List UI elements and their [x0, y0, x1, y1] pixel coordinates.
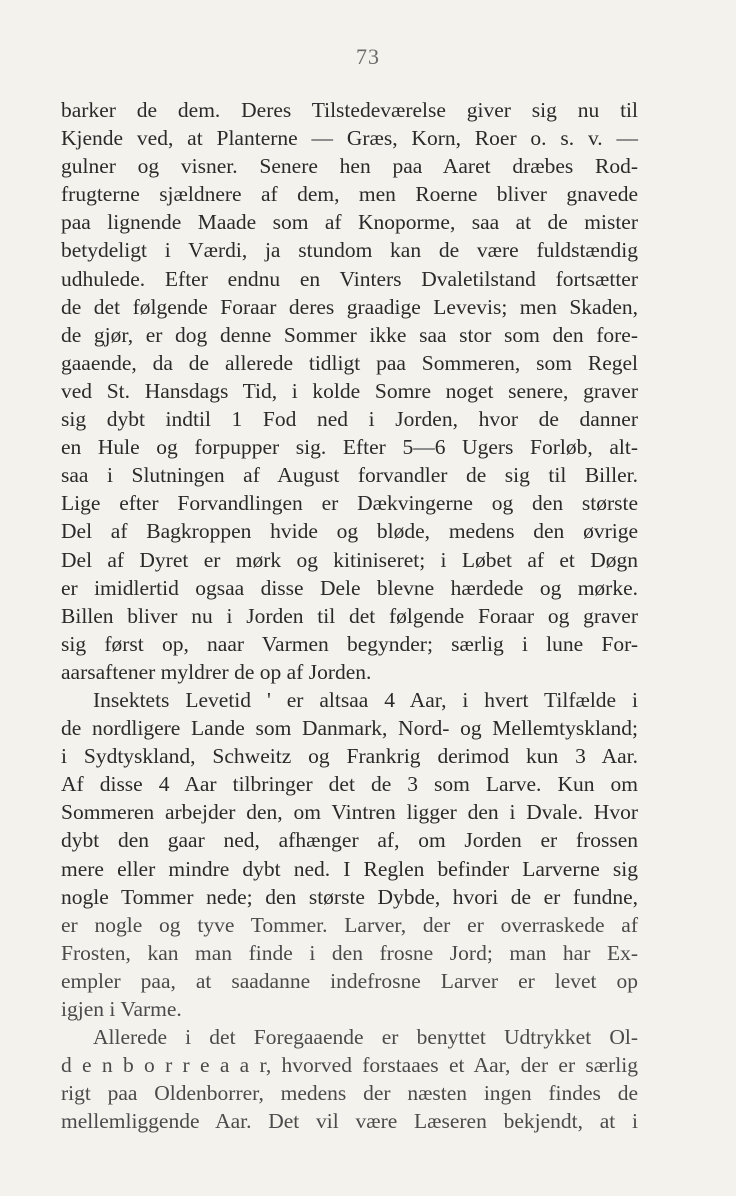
text-line: barker de dem. Deres Tilstedeværelse giver sig nu til: [61, 98, 638, 122]
text-line: sig dybt indtil 1 Fod ned i Jorden, hvor de danner: [61, 407, 638, 432]
text-line: gaaende, da de allerede tidligt paa Sommeren, som Regel: [61, 350, 638, 375]
text-line: igjen i Varme.: [61, 997, 182, 1021]
text-line: Del af Bagkroppen hvide og bløde, medens den øvrige: [61, 519, 638, 544]
text-line: d e n b o r r e a a r, hvorved forstaaes et Aar, der er særlig: [61, 1053, 638, 1078]
text-line: betydeligt i Værdi, ja stundom kan de være fuldstændig: [61, 238, 638, 263]
text-line: mellemliggende Aar. Det vil være Læseren bekjendt, at i: [61, 1109, 638, 1134]
text-line: Lige efter Forvandlingen er Dækvingerne og den største: [61, 491, 638, 516]
text-line: ved St. Hansdags Tid, i kolde Somre noget senere, graver: [61, 378, 638, 403]
text-line: Billen bliver nu i Jorden til det følgende Foraar og graver: [61, 603, 638, 628]
text-line: Frosten, kan man finde i den frosne Jord; man har Ex-: [61, 940, 638, 965]
text-line: er imidlertid ogsaa disse Dele blevne hærdede og mørke.: [61, 575, 638, 600]
text-line: Sommeren arbejder den, om Vintren ligger den i Dvale. Hvor: [61, 800, 638, 825]
text-line: er nogle og tyve Tommer. Larver, der er overraskede af: [61, 912, 638, 937]
body-text: [61, 96, 638, 1135]
text-line: empler paa, at saadanne indefrosne Larver er levet op: [61, 968, 638, 993]
text-line: mere eller mindre dybt ned. I Reglen befinder Larverne sig: [61, 856, 638, 881]
text-line: de gjør, er dog denne Sommer ikke saa stor som den fore-: [61, 322, 638, 347]
text-line: rigt paa Oldenborrer, medens der næsten ingen findes de: [61, 1081, 638, 1106]
text-line: i Sydtyskland, Schweitz og Frankrig derimod kun 3 Aar.: [61, 744, 638, 769]
text-line: en Hule og forpupper sig. Efter 5—6 Ugers Forløb, alt-: [61, 435, 638, 460]
text-line: Allerede i det Foregaaende er benyttet Udtrykket Ol-: [93, 1025, 638, 1050]
text-line: de det følgende Foraar deres graadige Levevis; men Skaden,: [61, 294, 638, 319]
text-line: saa i Slutningen af August forvandler de sig til Biller.: [61, 463, 638, 488]
text-line: gulner og visner. Senere hen paa Aaret dræbes Rod-: [61, 154, 638, 179]
text-line: paa lignende Maade som af Knoporme, saa at de mister: [61, 210, 638, 235]
text-line: sig først op, naar Varmen begynder; særlig i lune For-: [61, 631, 638, 656]
text-line: udhulede. Efter endnu en Vinters Dvaletilstand fortsætter: [61, 266, 638, 291]
text-line: Del af Dyret er mørk og kitiniseret; i Løbet af et Døgn: [61, 547, 638, 572]
text-line: Kjende ved, at Planterne — Græs, Korn, Roer o. s. v. —: [61, 126, 638, 151]
text-line: Insektets Levetid ' er altsaa 4 Aar, i hvert Tilfælde i: [93, 687, 638, 712]
page-number: 73: [356, 44, 380, 69]
text-line: nogle Tommer nede; den største Dybde, hvori de er fundne,: [61, 884, 638, 909]
text-line: de nordligere Lande som Danmark, Nord- og Mellemtyskland;: [61, 716, 638, 741]
text-line: Af disse 4 Aar tilbringer det de 3 som Larve. Kun om: [61, 772, 638, 797]
text-line: dybt den gaar ned, afhænger af, om Jorden er frossen: [61, 828, 638, 853]
text-line: frugterne sjældnere af dem, men Roerne bliver gnavede: [61, 182, 638, 207]
text-line: aarsaftener myldrer de op af Jorden.: [61, 659, 372, 684]
